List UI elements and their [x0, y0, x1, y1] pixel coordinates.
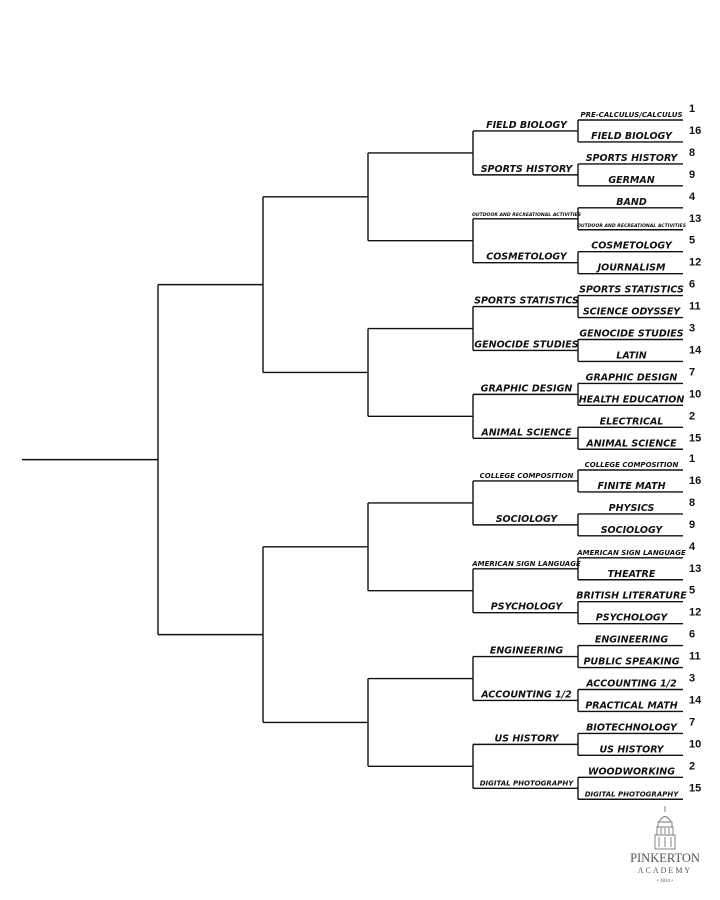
first-round-team: ELECTRICAL [599, 416, 664, 428]
first-round-team: ANIMAL SCIENCE [586, 438, 677, 450]
first-round-team: PHYSICS [608, 502, 655, 514]
second-round-team: AMERICAN SIGN LANGUAGE [472, 559, 581, 568]
first-round-team: THEATRE [607, 568, 656, 580]
pinkerton-logo [630, 806, 700, 884]
seed-number: 3 [689, 322, 696, 335]
second-round [471, 120, 581, 787]
first-round-team: SOCIOLOGY [600, 524, 663, 536]
seed-number: 10 [689, 388, 702, 401]
second-round-team: DIGITAL PHOTOGRAPHY [479, 779, 574, 788]
seed-number: 13 [689, 212, 702, 225]
seed-number: 16 [689, 124, 702, 137]
seed-number: 1 [689, 453, 696, 465]
seed-number: 9 [689, 168, 696, 181]
seed-number: 9 [689, 518, 696, 531]
first-round-team: SPORTS STATISTICS [579, 284, 684, 296]
second-round-team: GENOCIDE STUDIES [474, 339, 579, 351]
first-round-team: SCIENCE ODYSSEY [582, 306, 681, 318]
logo-year: • 1814 • [656, 879, 674, 884]
seed-number: 6 [689, 628, 696, 641]
bracket-lines [22, 120, 683, 799]
first-round-team: FIELD BIOLOGY [591, 130, 672, 142]
seed-number: 13 [689, 562, 702, 575]
seed-number: 14 [689, 694, 702, 707]
first-round-team: GRAPHIC DESIGN [585, 372, 678, 384]
first-round-team: BRITISH LITERATURE [576, 590, 687, 602]
first-round-team: PRACTICAL MATH [585, 700, 678, 712]
seed-number: 2 [689, 410, 696, 423]
seed-number: 11 [689, 650, 701, 663]
second-round-team: SPORTS STATISTICS [474, 295, 579, 307]
first-round-team: LATIN [616, 350, 647, 362]
seed-number: 8 [689, 496, 696, 509]
first-round-team: COSMETOLOGY [591, 240, 672, 252]
seed-number: 4 [689, 540, 696, 553]
first-round-team: ACCOUNTING 1/2 [586, 678, 677, 690]
seed-number: 12 [689, 256, 702, 269]
first-round-team: BIOTECHNOLOGY [586, 722, 677, 734]
first-round-team: US HISTORY [599, 744, 664, 756]
first-round-team: SPORTS HISTORY [585, 152, 678, 164]
second-round-team: US HISTORY [494, 733, 559, 745]
seed-number: 7 [689, 366, 696, 379]
second-round-team: FIELD BIOLOGY [486, 119, 567, 131]
second-round-team: ENGINEERING [489, 645, 564, 657]
seed-number: 10 [689, 738, 702, 751]
first-round-team: HEALTH EDUCATION [578, 394, 685, 406]
seed-number: 5 [689, 234, 696, 247]
second-round-team: GRAPHIC DESIGN [480, 383, 573, 395]
seed-number: 15 [689, 432, 702, 445]
logo-subtitle: ACADEMY [637, 866, 693, 875]
first-round-team: BAND [616, 196, 647, 208]
seed-number: 12 [689, 606, 702, 619]
first-round-team: PSYCHOLOGY [595, 612, 668, 624]
first-round-team: PRE-CALCULUS/CALCULUS [580, 111, 683, 119]
second-round-team: OUTDOOR AND RECREATIONAL ACTIVITIES [471, 212, 582, 218]
first-round-team: ENGINEERING [594, 634, 669, 646]
seed-number: 6 [689, 278, 696, 291]
second-round-team: COLLEGE COMPOSITION [479, 471, 574, 480]
first-round-team: WOODWORKING [587, 766, 676, 778]
second-round-team: SPORTS HISTORY [480, 163, 573, 175]
first-round-team: DIGITAL PHOTOGRAPHY [584, 790, 679, 799]
seed-number: 14 [689, 344, 702, 357]
seed-number: 2 [689, 760, 696, 773]
second-round-team: ACCOUNTING 1/2 [481, 689, 572, 701]
first-round-team: PUBLIC SPEAKING [583, 656, 680, 668]
first-round-team: FINITE MATH [597, 480, 666, 492]
second-round-team: ANIMAL SCIENCE [481, 427, 572, 439]
first-round-team: AMERICAN SIGN LANGUAGE [577, 548, 686, 557]
second-round-team: SOCIOLOGY [495, 513, 558, 525]
seed-number: 7 [689, 716, 696, 729]
seed-number: 8 [689, 146, 696, 159]
seed-number: 3 [689, 672, 696, 685]
seed-number: 11 [689, 300, 701, 313]
seed-number: 15 [689, 782, 702, 795]
first-round-team: COLLEGE COMPOSITION [584, 461, 679, 469]
first-round-team: GERMAN [608, 174, 655, 186]
tower-icon [655, 806, 675, 849]
logo-name: PINKERTON [630, 851, 700, 865]
first-round-team: OUTDOOR AND RECREATIONAL ACTIVITIES [576, 223, 687, 229]
second-round-team: PSYCHOLOGY [490, 601, 563, 613]
seed-number: 16 [689, 474, 702, 487]
second-round-team: COSMETOLOGY [486, 251, 567, 263]
seed-number: 5 [689, 584, 696, 597]
seed-number: 4 [689, 190, 696, 203]
seed-number: 1 [689, 103, 696, 115]
first-round-team: JOURNALISM [597, 262, 666, 274]
first-round-team: GENOCIDE STUDIES [579, 328, 684, 340]
